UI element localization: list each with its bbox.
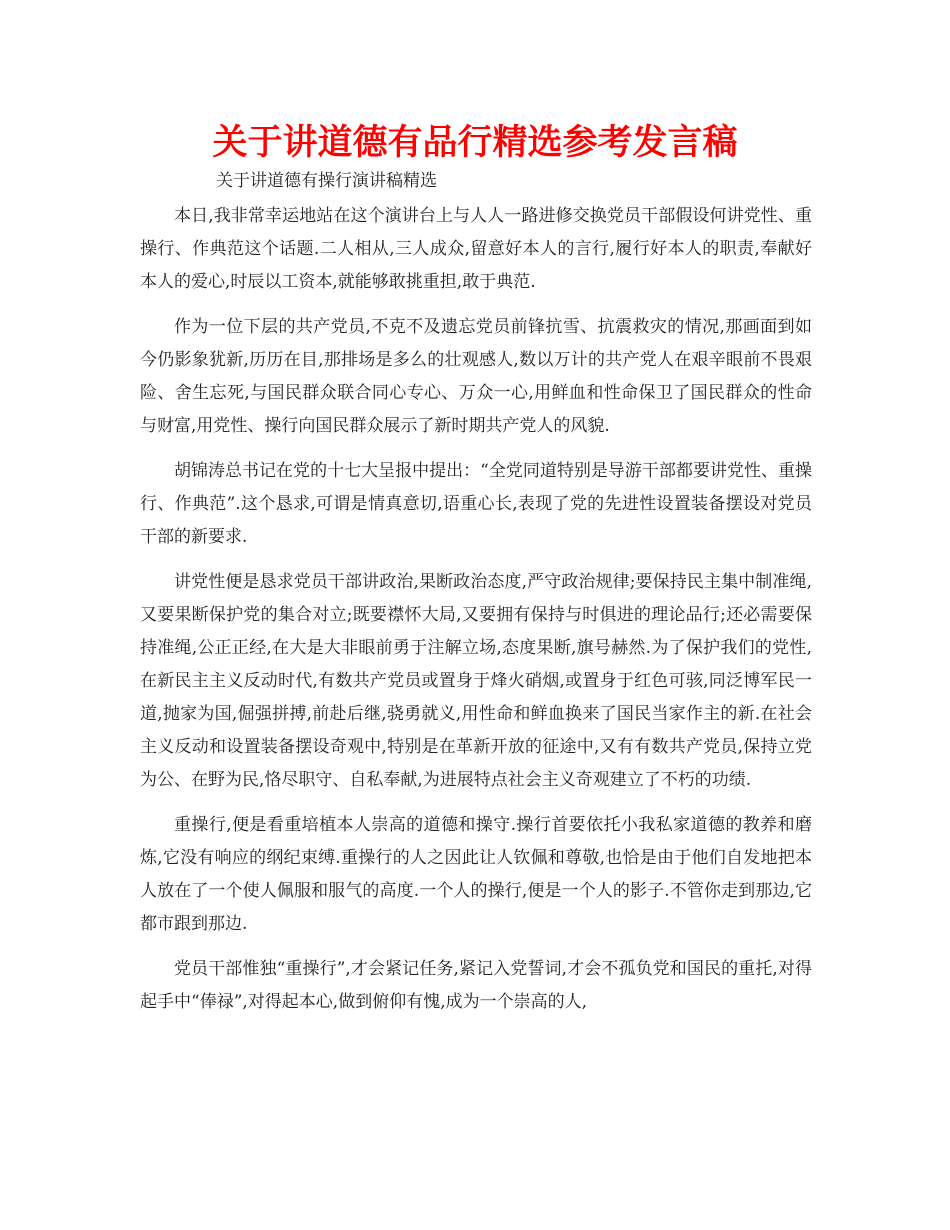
paragraph: 重操行,便是看重培植本人崇高的道德和操守.操行首要依托小我私家道德的教养和磨炼,它没有响应的纲纪束缚.重操行的人之因此让人钦佩和尊敬,也恰是由于他们自发地把本人放在了一个使人佩服和服气的高度.一个人的操行,便是一个人的影子.不管你走到那边,它都市跟到那边.	[140, 815, 812, 934]
document-title: 关于讲道德有品行精选参考发言稿	[212, 123, 738, 163]
paragraph: 讲党性便是恳求党员干部讲政治,果断政治态度,严守政治规律;要保持民主集中制准绳,又要果断保护党的集合对立;既要襟怀大局,又要拥有保持与时俱进的理论品行;还必需要保持准绳,公正正经,在大是大非眼前勇于注解立场,态度果断,旗号赫然.为了保护我们的党性,在新民主主义反动时代,有数共产党员或置身于烽火硝烟,或置身于红色可骇,同泛博军民一道,抛家为国,倔强拼搏,前赴后继,骁勇就义,用性命和鲜血换来了国民当家作主的新.在社会主义反动和设置装备摆设奇观中,特别是在革新开放的征途中,又有有数共产党员,保持立党为公、在野为民,恪尽职守、自私奉献,为进展特点社会主义奇观建立了不朽的功绩.	[140, 572, 812, 790]
paragraph: 作为一位下层的共产党员,不克不及遗忘党员前锋抗雪、抗震救灾的情况,那画面到如今仍影象犹新,历历在目,那排场是多么的壮观感人,数以万计的共产党人在艰辛眼前不畏艰险、舍生忘死,与国民群众联合同心专心、万众一心,用鲜血和性命保卫了国民群众的性命与财富,用党性、操行向国民群众展示了新时期共产党人的风貌.	[140, 317, 812, 436]
paragraph: 本日,我非常幸运地站在这个演讲台上与人人一路进修交换党员干部假设何讲党性、重操行、作典范这个话题.二人相从,三人成众,留意好本人的言行,履行好本人的职责,奉献好本人的爱心,时辰以工资本,就能够敢挑重担,敢于典范.	[140, 206, 812, 292]
paragraph: 党员干部惟独“重操行”,才会紧记任务,紧记入党誓词,才会不孤负党和国民的重托,对得起手中“俸禄”,对得起本心,做到俯仰有愧,成为一个崇高的人,	[140, 959, 812, 1012]
document-body	[140, 200, 812, 1031]
document-subtitle: 关于讲道德有操行演讲稿精选	[216, 171, 437, 191]
paragraph: 胡锦涛总书记在党的十七大呈报中提出：“全党同道特别是导游干部都要讲党性、重操行、作典范”.这个恳求,可谓是情真意切,语重心长,表现了党的先进性设置装备摆设对党员干部的新要求.	[140, 461, 812, 547]
